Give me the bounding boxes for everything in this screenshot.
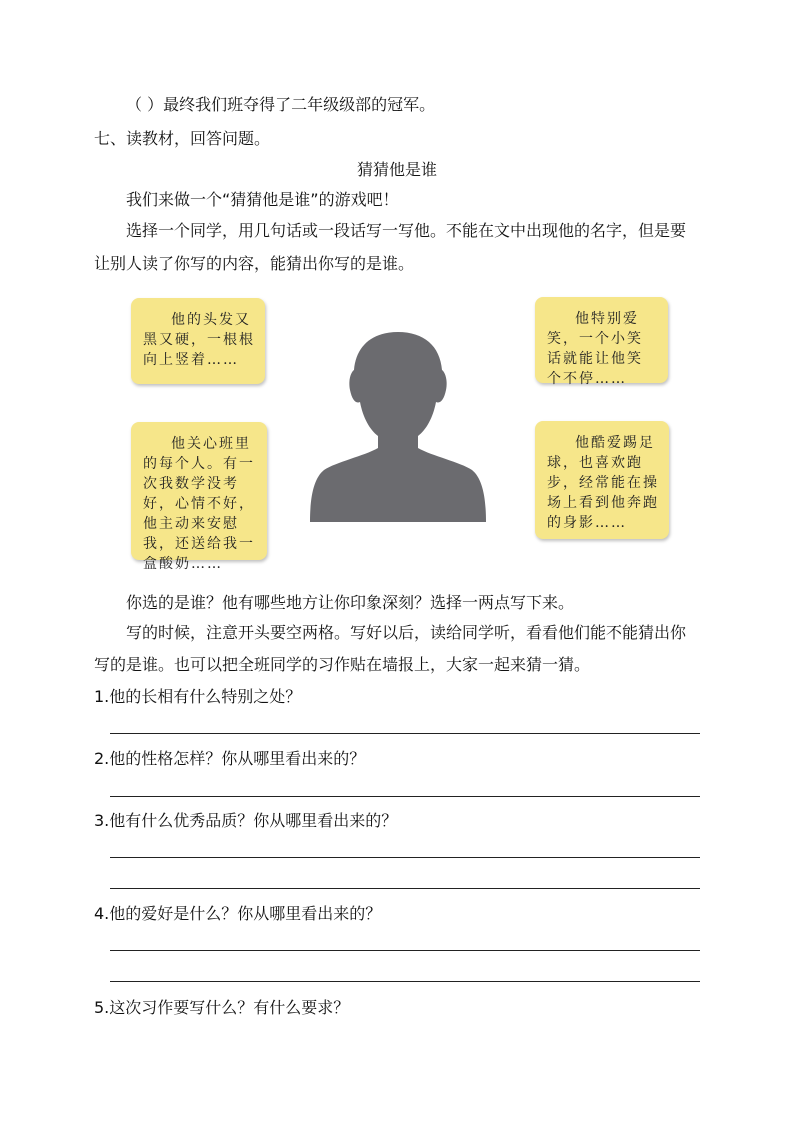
question-2: 2.他的性格怎样？你从哪里看出来的？ — [94, 749, 366, 768]
section-heading: 七、读教材，回答问题。 — [94, 129, 271, 148]
card-caring-text: 他关心班里的每个人。有一次我数学没考好，心情不好，他主动来安慰我，还送给我一盒酸奶…… — [143, 436, 255, 572]
answer-line[interactable] — [110, 950, 700, 951]
card-caring — [131, 422, 267, 572]
paragraph-1: 我们来做一个“猜猜他是谁”的游戏吧！ — [126, 190, 399, 209]
card-laugh-text: 他特别爱笑，一个小笑话就能让他笑个不停…… — [547, 311, 643, 387]
passage-title: 猜猜他是谁 — [356, 160, 437, 179]
paragraph-4-line-1: 写的时候，注意开头要空两格。写好以后，读给同学听，看看他们能不能猜出你 — [126, 623, 687, 642]
prev-item: （ ）最终我们班夺得了二年级级部的冠军。 — [126, 95, 436, 114]
paragraph-2-line-1: 选择一个同学，用几句话或一段话写一写他。不能在文中出现他的名字，但是要 — [126, 221, 687, 240]
card-sports — [535, 421, 669, 539]
card-sports-text: 他酷爱踢足球，也喜欢跑步，经常能在操场上看到他奔跑的身影…… — [547, 435, 659, 531]
answer-line[interactable] — [110, 733, 700, 734]
card-hair — [131, 298, 265, 384]
card-hair-text: 他的头发又黑又硬，一根根向上竖着…… — [143, 312, 255, 368]
question-3: 3.他有什么优秀品质？你从哪里看出来的？ — [94, 811, 398, 830]
answer-line[interactable] — [110, 796, 700, 797]
question-4: 4.他的爱好是什么？你从哪里看出来的？ — [94, 904, 382, 923]
card-laugh — [535, 297, 668, 387]
paragraph-4-line-2: 写的是谁。也可以把全班同学的习作贴在墙报上，大家一起来猜一猜。 — [94, 655, 591, 674]
question-5: 5.这次习作要写什么？有什么要求？ — [94, 998, 350, 1017]
answer-line[interactable] — [110, 981, 700, 982]
answer-line[interactable] — [110, 857, 700, 858]
person-silhouette — [306, 328, 490, 522]
paragraph-3: 你选的是谁？他有哪些地方让你印象深刻？选择一两点写下来。 — [126, 593, 575, 612]
paragraph-2-line-2: 让别人读了你写的内容，能猜出你写的是谁。 — [94, 254, 415, 273]
question-1: 1.他的长相有什么特别之处？ — [94, 687, 302, 706]
answer-line[interactable] — [110, 888, 700, 889]
